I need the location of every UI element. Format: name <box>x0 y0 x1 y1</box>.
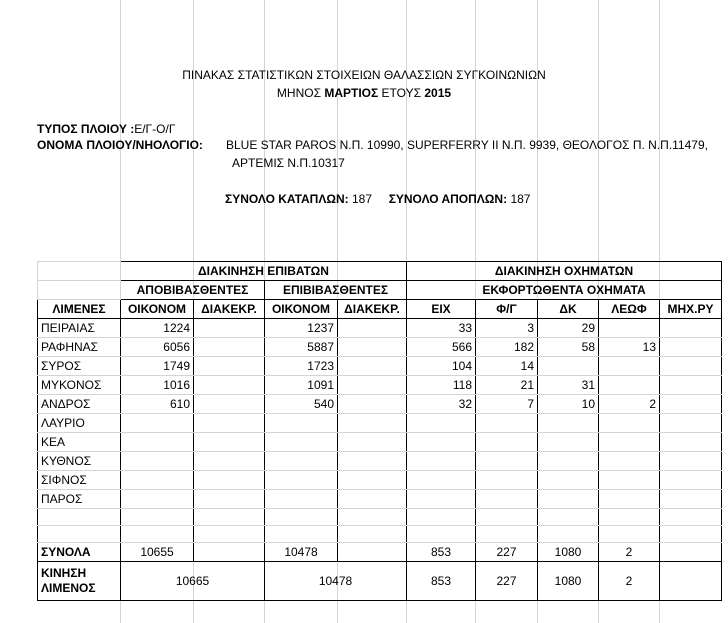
spacer-row <box>38 509 722 526</box>
data-cell <box>194 357 265 376</box>
table-row <box>38 376 722 395</box>
ship-names-value-line1: BLUE STAR PAROS Ν.Π. 10990, SUPERFERRY II Ν.Π. 9939, ΘΕΟΛΟΓΟΣ Π. Ν.Π.11479, <box>226 138 708 152</box>
port-movement-embarked: 10478 <box>265 562 407 601</box>
port-name-cell: ΡΑΦΗΝΑΣ <box>38 338 121 357</box>
data-cell: 13 <box>599 338 660 357</box>
data-cell: 1091 <box>265 376 338 395</box>
data-cell: 1016 <box>121 376 194 395</box>
totals-value: 2 <box>599 543 660 562</box>
sub-header-row <box>38 281 722 300</box>
port-movement-disembarked: 10665 <box>121 562 265 601</box>
data-cell: 1237 <box>265 319 338 338</box>
data-cell <box>407 433 476 452</box>
data-cell <box>121 414 194 433</box>
port-name-cell: ΠΑΡΟΣ <box>38 490 121 509</box>
data-cell: 32 <box>407 395 476 414</box>
table-row <box>38 395 722 414</box>
disembarked-header: ΑΠΟΒΙΒΑΣΘΕΝΤΕΣ <box>121 281 265 300</box>
data-cell: 14 <box>476 357 538 376</box>
data-cell <box>538 357 599 376</box>
data-cell <box>476 452 538 471</box>
data-cell <box>538 414 599 433</box>
statistics-table <box>37 261 722 601</box>
data-cell <box>660 490 722 509</box>
port-movement-label-line2: ΛΙΜΕΝΟΣ <box>41 581 96 595</box>
data-cell <box>265 433 338 452</box>
data-cell: 7 <box>476 395 538 414</box>
data-cell <box>660 395 722 414</box>
data-cell <box>407 452 476 471</box>
port-name-cell: ΑΝΔΡΟΣ <box>38 395 121 414</box>
data-cell <box>660 357 722 376</box>
col-header-ports: ΛΙΜΕΝΕΣ <box>38 300 121 319</box>
data-cell <box>194 452 265 471</box>
month-prefix: ΜΗΝΟΣ <box>276 86 325 100</box>
data-cell: 610 <box>121 395 194 414</box>
data-cell <box>660 414 722 433</box>
col-header-buses: ΛΕΩΦ <box>599 300 660 319</box>
data-cell <box>338 414 407 433</box>
table-row <box>38 338 722 357</box>
col-header-economy: ΟΙΚΟΝΟΜ <box>121 300 194 319</box>
data-cell <box>194 471 265 490</box>
totals-value <box>660 543 722 562</box>
port-movement-vehicles: 853 <box>407 562 476 601</box>
unloaded-vehicles-header: ΕΚΦΟΡΤΩΘΕΝΤΑ ΟΧΗΜΑΤΑ <box>407 281 722 300</box>
vehicles-group-header: ΔΙΑΚΙΝΗΣΗ ΟΧΗΜΑΤΩΝ <box>407 262 722 281</box>
document-title: ΠΙΝΑΚΑΣ ΣΤΑΤΙΣΤΙΚΩΝ ΣΤΟΙΧΕΙΩΝ ΘΑΛΑΣΣΙΩΝ ΣΥΓΚΟΙΝΩΝΙΩΝ <box>182 68 546 82</box>
port-name-cell: ΛΑΥΡΙΟ <box>38 414 121 433</box>
table-row <box>38 471 722 490</box>
table-row <box>38 490 722 509</box>
ship-names-label <box>37 138 203 152</box>
port-name-cell: ΠΕΙΡΑΙΑΣ <box>38 319 121 338</box>
table-row <box>38 357 722 376</box>
data-cell <box>338 319 407 338</box>
data-cell <box>599 490 660 509</box>
data-cell <box>194 490 265 509</box>
data-cell: 2 <box>599 395 660 414</box>
table-row <box>38 414 722 433</box>
data-cell <box>265 414 338 433</box>
embarked-header: ΕΠΙΒΙΒΑΣΘΕΝΤΕΣ <box>265 281 407 300</box>
group-header-row <box>38 262 722 281</box>
data-cell <box>338 338 407 357</box>
empty-cell <box>38 262 121 281</box>
month-value: ΜΑΡΤΙΟΣ <box>324 86 379 100</box>
data-cell <box>194 433 265 452</box>
totals-value <box>194 543 265 562</box>
data-cell <box>599 376 660 395</box>
departures-label: ΣΥΝΟΛΟ ΑΠΟΠΛΩΝ: <box>388 192 508 206</box>
totals-value <box>338 543 407 562</box>
data-cell: 566 <box>407 338 476 357</box>
totals-value: 10655 <box>121 543 194 562</box>
arrivals-value: 187 <box>351 192 373 206</box>
data-cell <box>476 471 538 490</box>
data-cell <box>599 433 660 452</box>
data-cell <box>660 471 722 490</box>
data-cell <box>194 395 265 414</box>
data-cell <box>121 471 194 490</box>
data-cell <box>194 319 265 338</box>
data-cell <box>660 338 722 357</box>
data-cell <box>194 376 265 395</box>
port-name-cell: ΚΕΑ <box>38 433 121 452</box>
empty-cell <box>38 281 121 300</box>
data-cell: 1749 <box>121 357 194 376</box>
table-row <box>38 452 722 471</box>
port-name-cell: ΣΙΦΝΟΣ <box>38 471 121 490</box>
ship-type-line <box>37 122 175 136</box>
port-name-cell: ΚΥΘΝΟΣ <box>38 452 121 471</box>
data-cell <box>338 376 407 395</box>
port-movement-row <box>38 562 722 601</box>
col-header-motorcycles: ΜΗΧ.ΡΥ <box>660 300 722 319</box>
data-cell <box>265 452 338 471</box>
data-cell <box>660 433 722 452</box>
data-cell: 1224 <box>121 319 194 338</box>
data-cell <box>476 490 538 509</box>
data-cell: 1723 <box>265 357 338 376</box>
ship-names-value-line2: ΑΡΤΕΜΙΣ Ν.Π.10317 <box>232 156 345 170</box>
data-cell <box>599 452 660 471</box>
table-row <box>38 433 722 452</box>
data-cell <box>338 490 407 509</box>
data-cell <box>194 338 265 357</box>
data-cell <box>121 433 194 452</box>
data-cell: 118 <box>407 376 476 395</box>
port-movement-label <box>38 562 121 601</box>
data-cell <box>538 471 599 490</box>
data-cell <box>599 414 660 433</box>
data-cell <box>407 414 476 433</box>
data-cell <box>265 471 338 490</box>
data-cell <box>538 452 599 471</box>
ship-type-label: ΤΥΠΟΣ ΠΛΟΙΟΥ : <box>37 122 135 136</box>
col-header-economy: ΟΙΚΟΝΟΜ <box>265 300 338 319</box>
data-cell: 104 <box>407 357 476 376</box>
spacer-row <box>38 526 722 543</box>
table-row <box>38 319 722 338</box>
port-movement-vehicles: 227 <box>476 562 538 601</box>
data-cell <box>476 414 538 433</box>
data-cell <box>338 433 407 452</box>
data-cell <box>338 395 407 414</box>
port-name-cell: ΜΥΚΟΝΟΣ <box>38 376 121 395</box>
data-cell <box>660 376 722 395</box>
passengers-group-header: ΔΙΑΚΙΝΗΣΗ ΕΠΙΒΑΤΩΝ <box>121 262 407 281</box>
data-cell <box>538 490 599 509</box>
data-cell: 10 <box>538 395 599 414</box>
data-cell <box>599 319 660 338</box>
year-prefix: ΕΤΟΥΣ <box>378 86 425 100</box>
col-header-cars: ΕΙΧ <box>407 300 476 319</box>
data-cell <box>338 357 407 376</box>
year-value: 2015 <box>424 86 452 100</box>
departures-value: 187 <box>510 192 531 206</box>
port-movement-vehicles <box>660 562 722 601</box>
data-cell: 540 <box>265 395 338 414</box>
totals-value: 227 <box>476 543 538 562</box>
data-cell: 29 <box>538 319 599 338</box>
totals-line <box>225 192 530 206</box>
data-cell <box>338 452 407 471</box>
data-cell <box>338 471 407 490</box>
data-cell: 58 <box>538 338 599 357</box>
data-cell <box>407 490 476 509</box>
data-cell: 6056 <box>121 338 194 357</box>
totals-value: 853 <box>407 543 476 562</box>
ship-type-value: Ε/Γ-Ο/Γ <box>134 122 176 136</box>
totals-row <box>38 543 722 562</box>
data-cell: 33 <box>407 319 476 338</box>
port-movement-vehicles: 1080 <box>538 562 599 601</box>
data-cell: 31 <box>538 376 599 395</box>
data-cell <box>660 452 722 471</box>
data-cell <box>599 357 660 376</box>
data-cell <box>407 471 476 490</box>
totals-value: 10478 <box>265 543 338 562</box>
port-movement-label-line1: ΚΙΝΗΣΗ <box>41 566 87 580</box>
col-header-distinguished: ΔΙΑΚΕΚΡ. <box>194 300 265 319</box>
data-cell <box>599 471 660 490</box>
data-cell <box>121 490 194 509</box>
data-cell: 182 <box>476 338 538 357</box>
totals-value: 1080 <box>538 543 599 562</box>
data-cell: 21 <box>476 376 538 395</box>
data-cell <box>660 319 722 338</box>
ship-names-label-text: ΟΝΟΜΑ ΠΛΟΙΟΥ/ΝΗΟΛΟΓΙΟ: <box>37 138 203 152</box>
data-cell <box>194 414 265 433</box>
totals-label: ΣΥΝΟΛΑ <box>38 543 121 562</box>
port-movement-vehicles: 2 <box>599 562 660 601</box>
column-header-row <box>38 300 722 319</box>
data-cell <box>538 433 599 452</box>
document-subtitle <box>0 86 728 100</box>
arrivals-label: ΣΥΝΟΛΟ ΚΑΤΑΠΛΩΝ: <box>225 192 349 206</box>
col-header-dk: ΔΚ <box>538 300 599 319</box>
port-name-cell: ΣΥΡΟΣ <box>38 357 121 376</box>
col-header-distinguished: ΔΙΑΚΕΚΡ. <box>338 300 407 319</box>
col-header-trucks: Φ/Γ <box>476 300 538 319</box>
data-cell <box>476 433 538 452</box>
data-cell: 3 <box>476 319 538 338</box>
data-cell <box>265 490 338 509</box>
data-cell: 5887 <box>265 338 338 357</box>
data-cell <box>121 452 194 471</box>
